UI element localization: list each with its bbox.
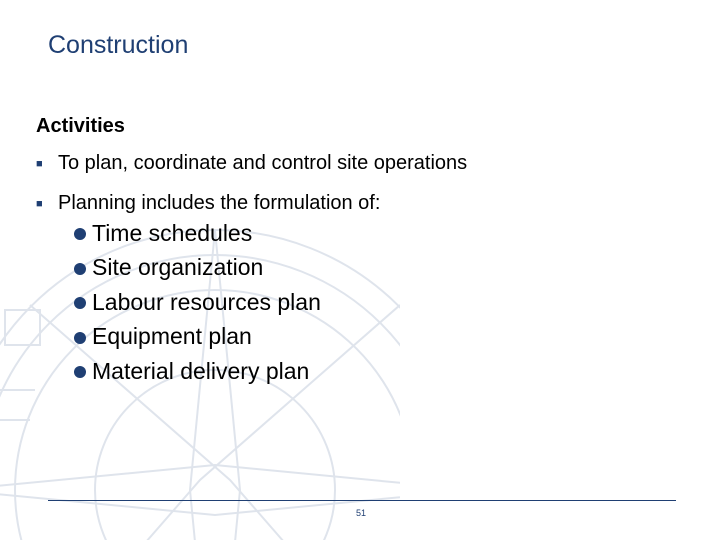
sub-bullet-list [74,216,321,389]
sub-bullet-text: Labour resources plan [92,288,321,315]
round-bullet-icon [74,332,86,344]
bullet-text: Planning includes the formulation of: [58,192,381,214]
round-bullet-icon [74,366,86,378]
sub-bullet-item [74,216,321,251]
square-bullet-icon: ■ [36,158,43,170]
bullet-item [36,152,467,175]
sub-bullet-text: Site organization [92,254,264,281]
sub-bullet-text: Time schedules [92,219,253,246]
sub-bullet-item [74,354,321,389]
footer-divider [48,500,676,501]
bullet-text: To plan, coordinate and control site operations [58,152,468,174]
round-bullet-icon [74,263,86,275]
sub-bullet-text: Material delivery plan [92,357,310,384]
slide-title: Construction [48,31,189,59]
square-bullet-icon: ■ [36,198,43,210]
round-bullet-icon [74,297,86,309]
sub-bullet-item [74,320,321,355]
sub-bullet-item [74,285,321,320]
section-heading: Activities [36,115,125,137]
round-bullet-icon [74,228,86,240]
bullet-item [36,192,380,215]
sub-bullet-text: Equipment plan [92,323,252,350]
page-number: 51 [356,508,367,518]
sub-bullet-item [74,251,321,286]
